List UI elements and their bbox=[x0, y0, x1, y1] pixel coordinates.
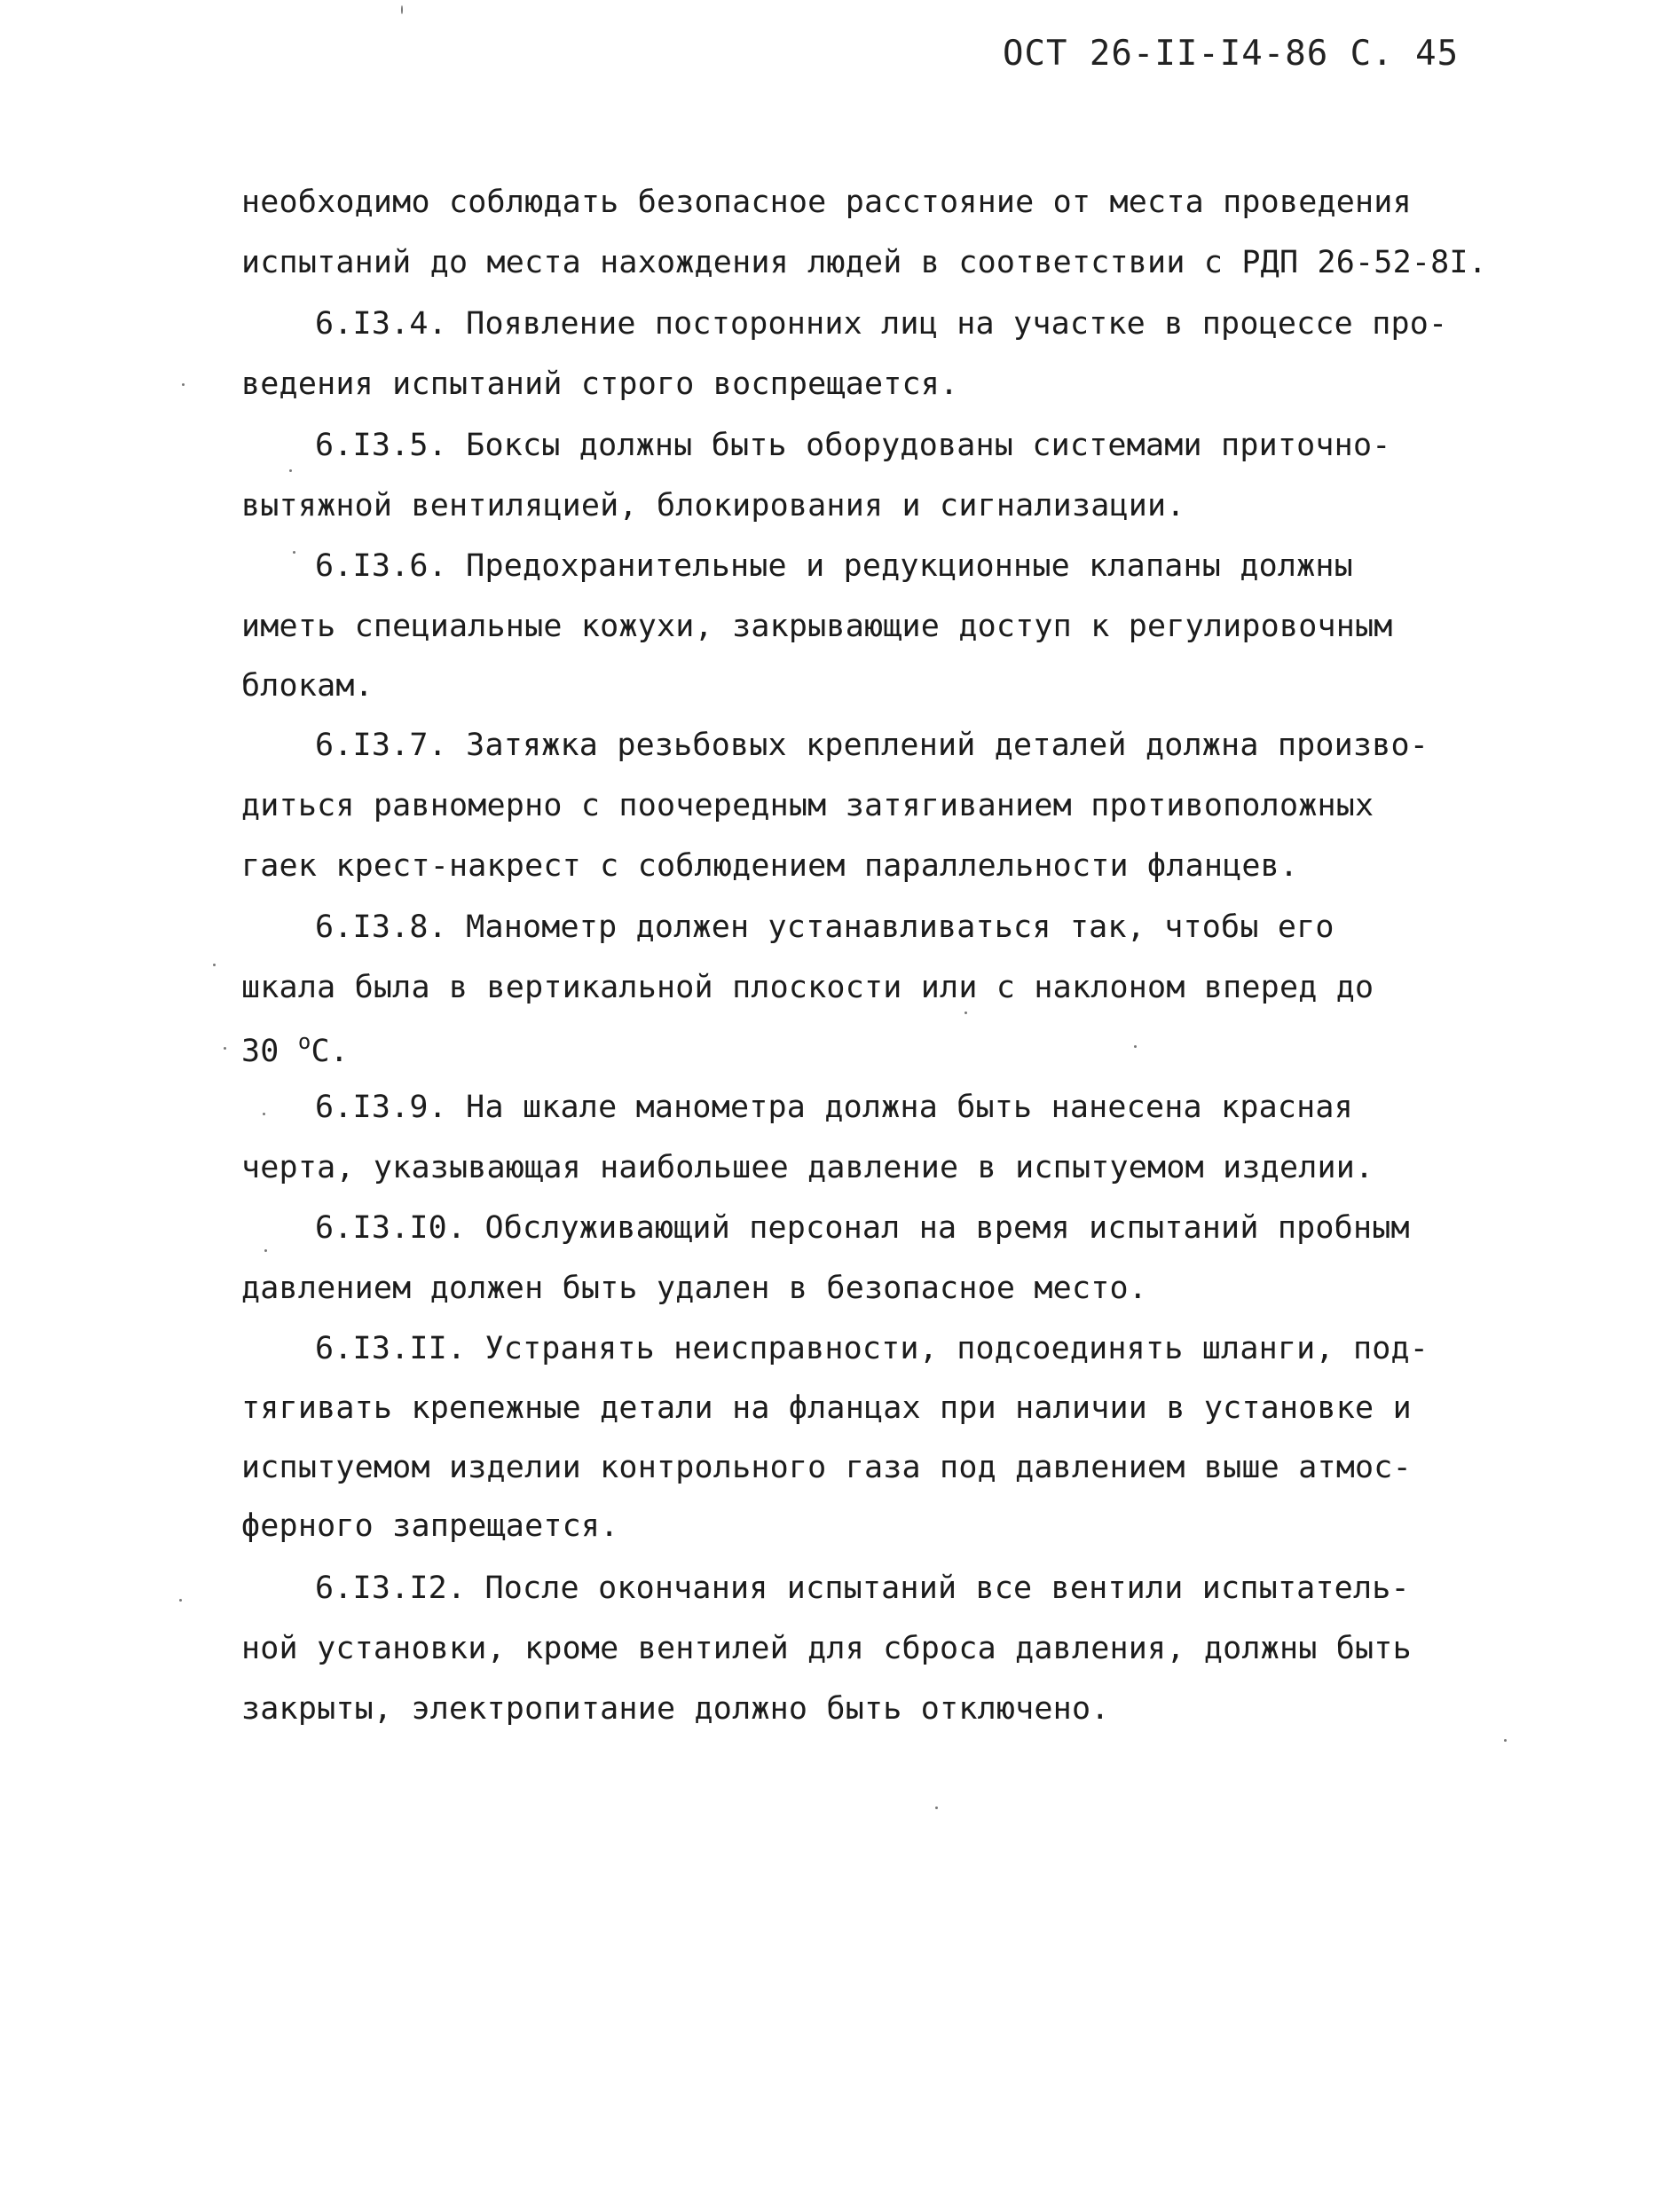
scan-speck bbox=[213, 964, 216, 966]
text-line: блокам. bbox=[241, 668, 374, 704]
text-line: диться равномерно с поочередным затягиванием противоположных bbox=[241, 788, 1374, 823]
scan-speck bbox=[401, 5, 403, 14]
scan-speck bbox=[179, 1599, 182, 1602]
text-line: испытуемом изделии контрольного газа под давлением выше атмос- bbox=[241, 1450, 1412, 1485]
text-line: 6.I3.I2. После окончания испытаний все вентили испытатель- bbox=[315, 1570, 1410, 1606]
text-line: гаек крест-накрест с соблюдением параллельности фланцев. bbox=[241, 848, 1299, 884]
scan-speck bbox=[293, 551, 295, 554]
text-line: 6.I3.6. Предохранительные и редукционные клапаны должны bbox=[315, 548, 1353, 584]
text-line: необходимо соблюдать безопасное расстояние от места проведения bbox=[241, 185, 1412, 220]
text-line: 6.I3.9. На шкале манометра должна быть нанесена красная bbox=[315, 1090, 1353, 1125]
text-line: закрыты, электропитание должно быть отключено. bbox=[241, 1691, 1110, 1727]
text-line: 6.I3.7. Затяжка резьбовых креплений деталей должна произво- bbox=[315, 728, 1429, 763]
scan-speck bbox=[263, 1113, 265, 1115]
text-line: 6.I3.8. Манометр должен устанавливаться так, чтобы его bbox=[315, 909, 1335, 945]
page-header: ОСТ 26-II-I4-86 С. 45 bbox=[1003, 34, 1460, 74]
text-line: шкала была в вертикальной плоскости или с наклоном вперед до bbox=[241, 970, 1374, 1005]
text-line: иметь специальные кожухи, закрывающие доступ к регулировочным bbox=[241, 609, 1393, 644]
text-line: тягивать крепежные детали на фланцах при наличии в установке и bbox=[241, 1390, 1412, 1426]
scan-speck bbox=[1134, 1045, 1137, 1048]
scan-speck bbox=[264, 1249, 267, 1252]
scan-speck bbox=[224, 1047, 226, 1050]
text-line: 6.I3.4. Появление посторонних лиц на участке в процессе про- bbox=[315, 306, 1448, 342]
temperature-value: 30 bbox=[241, 1034, 280, 1069]
text-line: испытаний до места нахождения людей в соответствии с РДП 26-52-8I. bbox=[241, 245, 1487, 280]
text-line: 6.I3.I0. Обслуживающий персонал на время испытаний пробным bbox=[315, 1210, 1410, 1246]
text-line: давлением должен быть удален в безопасное место. bbox=[241, 1271, 1148, 1306]
text-line: 6.I3.5. Боксы должны быть оборудованы системами приточно- bbox=[315, 428, 1391, 463]
scan-speck bbox=[1504, 1739, 1507, 1742]
text-line: вытяжной вентиляцией, блокирования и сигнализации. bbox=[241, 488, 1185, 523]
text-line: ферного запрещается. bbox=[241, 1508, 619, 1544]
degree-sign: o bbox=[297, 1029, 311, 1054]
scan-speck bbox=[935, 1807, 938, 1809]
text-line: ной установки, кроме вентилей для сброса давления, должны быть bbox=[241, 1631, 1412, 1666]
scan-speck bbox=[182, 383, 185, 386]
text-line: ведения испытаний строго воспрещается. bbox=[241, 366, 959, 402]
degree-unit: C. bbox=[311, 1034, 350, 1069]
text-line: черта, указывающая наибольшее давление в испытуемом изделии. bbox=[241, 1150, 1374, 1185]
scan-speck bbox=[964, 1012, 967, 1014]
text-line: 6.I3.II. Устранять неисправности, подсоединять шланги, под- bbox=[315, 1331, 1429, 1366]
text-line-temperature bbox=[241, 1029, 349, 1069]
scan-speck bbox=[289, 469, 292, 472]
